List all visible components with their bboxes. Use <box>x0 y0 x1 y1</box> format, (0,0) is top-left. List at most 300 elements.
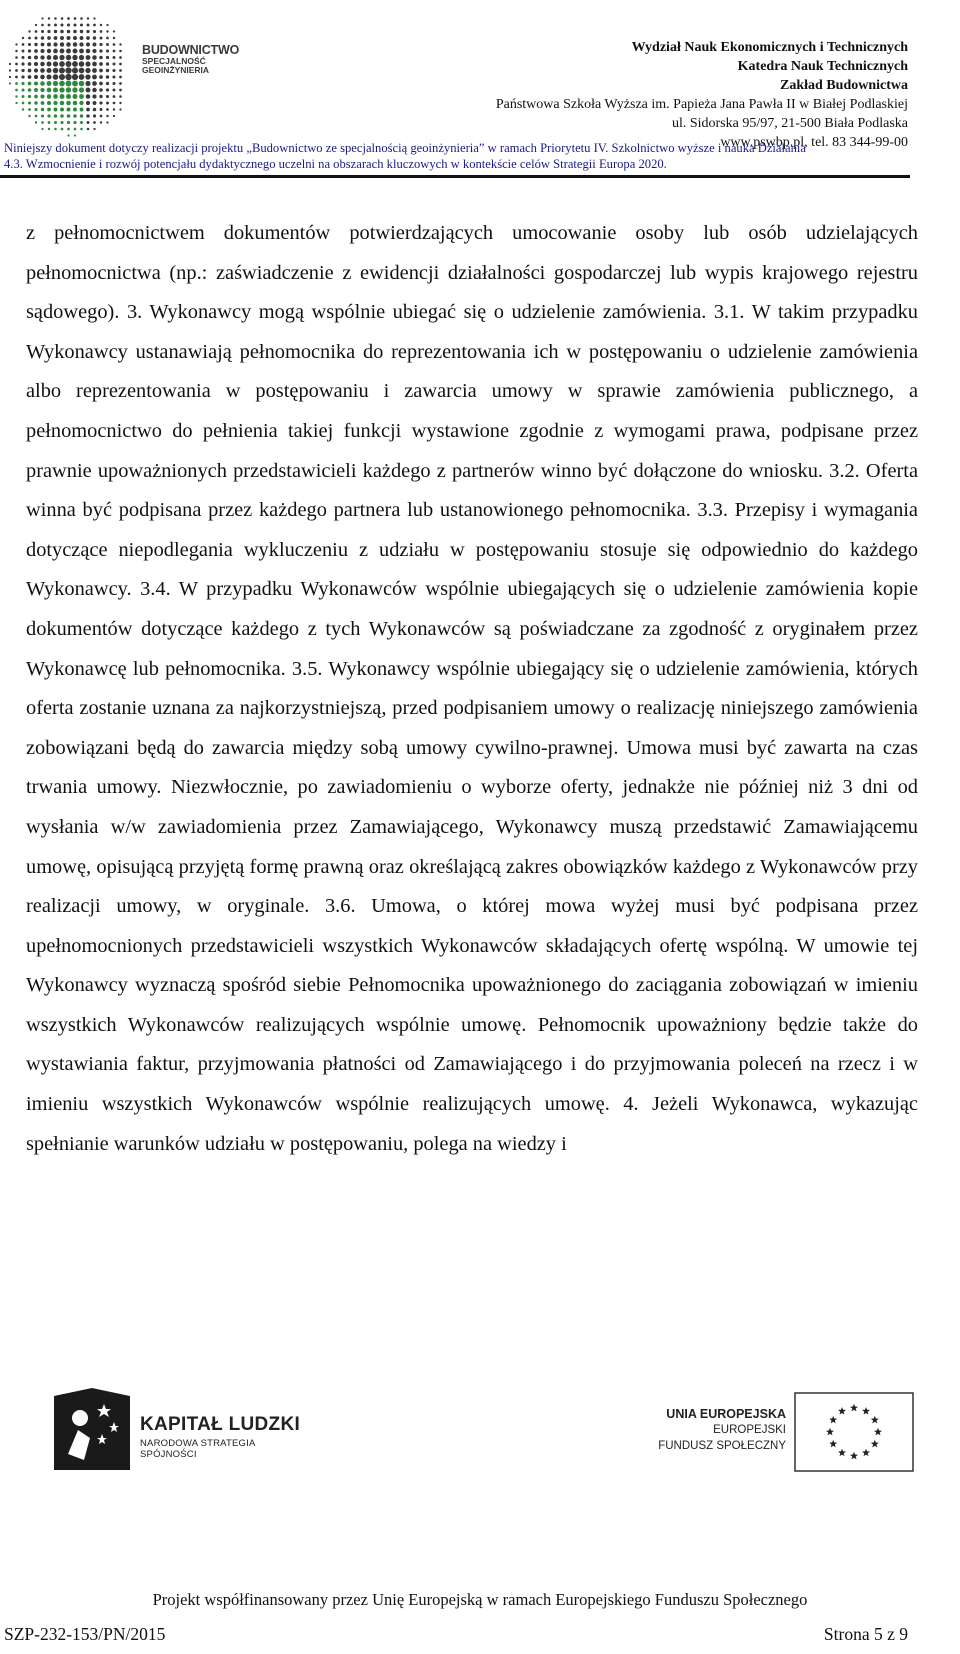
logo-dot <box>79 42 83 46</box>
logo-dot <box>106 69 109 72</box>
logo-dot <box>79 61 85 67</box>
logo-dot <box>60 36 64 40</box>
logo-dot <box>119 50 122 53</box>
logo-dot <box>41 108 44 111</box>
logo-dot <box>80 17 83 20</box>
logo-dot <box>35 30 38 33</box>
dotted-globe-icon <box>8 4 138 140</box>
logo-dot <box>22 50 25 53</box>
logo-dot <box>54 128 57 131</box>
body-paragraph: z pełnomocnictwem dokumentów potwierdzających umocowanie osoby lub osób udzielających pełnomocnictwa (np.: zaświadczenie z ewidencji działalności gospodarczej lub wypis krajowego rejestru sądowego). 3. Wykonawcy mogą wspólnie ubiegać się o udzielenie zamówienia. 3.1. W takim przypadku Wykonawcy ustanawiają pełnomocnika do reprezentowania ich w postępowaniu o udzielenie zamówienia albo reprezentowania w postępowaniu i zawarcia umowy w sprawie zamówienia publicznego, a pełnomocnictwo do pełnienia takiej funkcji wystawione zgodnie z wymogami prawa, podpisane przez prawnie upoważnionych przedstawicieli każdego z partnerów winno być dołączone do wniosku. 3.2. Oferta winna być podpisana przez każdego partnera lub ustanowionego pełnomocnika. 3.3. Przepisy i wymagania dotyczące niepodlegania wykluczeniu z udziału w postępowaniu stosuje się odpowiednio do każdego Wykonawcy. 3.4. W przypadku Wykonawców wspólnie ubiegających się o udzielenie zamówienia kopie dokumentów dotyczące każdego z tych Wykonawców są poświadczane za zgodność z oryginałem przez Wykonawcę lub pełnomocnika. 3.5. Wykonawcy wspólnie ubiegający się o udzielenie zamówienia, których oferta zostanie uznana za najkorzystniejszą, przed podpisaniem umowy o realizację niniejszego zamówienia zobowiązani będą do zawarcia między sobą umowy cywilno-prawnej. Umowa musi być zawarta na czas trwania umowy. Niezwłocznie, po zawiadomieniu o wyborze oferty, jednakże nie później niż 3 dni od wysłania w/w zawiadomienia przez Zamawiającego, Wykonawcy muszą przedstawić Zamawiającemu umowę, opisującą przyjętą formę prawną oraz określającą zakres obowiązków każdego z Wykonawców przy realizacji umowy, w oryginale. 3.6. Umowa, o której mowa wyżej musi być podpisana przez upełnomocnionych przedstawicieli wszystkich Wykonawców składających ofertę wspólną. W umowie tej Wykonawcy wyznaczą spośród siebie Pełnomocnika upoważnionego do zaciągania zobowiązań w imieniu wszystkich Wykonawców realizujących wspólnie umowę. Pełnomocnik upoważniony będzie także do wystawiania faktur, przyjmowania płatności od Zamawiającego i do przyjmowania poleceń na rzecz i w imieniu wszystkich Wykonawców wspólnie realizujących umowę. 4. Jeżeli Wykonawca, wykazując spełnianie warunków udziału w postępowaniu, polega na wiedzy i <box>26 222 918 1155</box>
logo-line-3: GEOINŻYNIERIA <box>142 65 210 76</box>
logo-dot <box>47 49 51 53</box>
logo-dot <box>92 75 97 80</box>
logo-dot <box>100 121 102 123</box>
logo-dot <box>99 49 102 52</box>
logo-dot <box>73 42 77 46</box>
logo-dot <box>35 24 37 26</box>
logo-dot <box>112 75 115 78</box>
logo-dot <box>66 94 71 99</box>
logo-dot <box>80 30 83 33</box>
logo-dot <box>34 75 38 79</box>
logo-dot <box>106 102 109 105</box>
logo-dot <box>22 43 25 46</box>
logo-dot <box>72 55 77 60</box>
logo-dot <box>119 56 122 59</box>
logo-dot <box>15 95 17 97</box>
logo-dot <box>47 55 52 60</box>
logo-dot <box>113 37 115 39</box>
logo-dot <box>67 134 69 136</box>
logo-dot <box>54 17 57 20</box>
logo-dot <box>79 87 84 92</box>
logo-dot <box>86 55 91 60</box>
logo-dot <box>46 74 51 79</box>
logo-dot <box>66 107 70 111</box>
logo-dot <box>54 36 58 40</box>
logo-dot <box>67 121 70 124</box>
logo-dot <box>59 74 65 80</box>
logo-dot <box>34 56 38 60</box>
logo-dot <box>72 74 78 80</box>
logo-dot <box>40 75 45 80</box>
logo-dot <box>60 42 64 46</box>
logo-dot <box>15 56 18 59</box>
logo-dot <box>66 101 71 106</box>
page-header <box>0 0 960 178</box>
page-number: Strona 5 z 9 <box>823 1624 908 1644</box>
logo-dot <box>80 23 83 26</box>
logo-dot <box>112 62 115 65</box>
logo-dot <box>73 36 77 40</box>
logo-dot <box>73 49 78 54</box>
logo-dot <box>106 37 109 40</box>
cofinancing-note: Projekt współfinansowany przez Unię Europejską w ramach Europejskiego Funduszu Społecznego <box>152 1590 808 1609</box>
logo-dot <box>106 30 108 32</box>
logo-dot <box>59 68 65 74</box>
logo-dot <box>67 30 71 34</box>
logo-dot <box>119 108 121 110</box>
logo-dot <box>92 81 97 86</box>
logo-dot <box>93 24 96 27</box>
logo-line-2: SPECJALNOŚĆ <box>142 56 206 67</box>
logo-dot <box>60 30 64 34</box>
logo-dot <box>113 115 115 117</box>
logo-dot <box>67 128 70 131</box>
institution-address <box>496 38 908 152</box>
logo-dot <box>54 121 57 124</box>
logo-dot <box>60 23 63 26</box>
logo-dot <box>9 82 11 84</box>
logo-dot <box>40 88 44 92</box>
logo-dot <box>67 23 70 26</box>
eu-flag-icon <box>794 1392 914 1472</box>
logo-dot <box>54 114 57 117</box>
logo-dot <box>100 115 103 118</box>
logo-dot <box>21 69 24 72</box>
logo-dot <box>54 30 57 33</box>
logo-dot <box>22 102 25 105</box>
logo-dot <box>21 75 24 78</box>
logo-dot <box>106 95 109 98</box>
logo-dot <box>59 87 64 92</box>
logo-dot <box>34 43 37 46</box>
logo-dot <box>100 24 102 26</box>
logo-dot <box>100 108 103 111</box>
logo-dot <box>41 36 44 39</box>
logo-dot <box>79 81 85 87</box>
logo-dot <box>41 101 45 105</box>
logo-dot <box>85 68 90 73</box>
logo-dot <box>28 95 31 98</box>
logo-dot <box>66 36 70 40</box>
logo-dot <box>53 42 57 46</box>
logo-dot <box>34 108 37 111</box>
logo-dot <box>86 94 91 99</box>
logo-dot <box>113 56 116 59</box>
logo-dot <box>99 75 103 79</box>
logo-dot <box>34 101 37 104</box>
logo-dot <box>53 81 58 86</box>
logo-dot <box>15 43 17 45</box>
logo-dot <box>79 94 84 99</box>
logo-dot <box>99 101 102 104</box>
logo-line-1: BUDOWNICTWO <box>142 43 240 57</box>
logo-dot <box>21 56 24 59</box>
logo-dot <box>86 36 90 40</box>
project-note-line-2: 4.3. Wzmocnienie i rozwój potencjału dydaktycznego uczelni na obszarach kluczowych w kontekście celów Strategii Europa 2020. <box>4 157 667 171</box>
logo-dot <box>99 43 102 46</box>
logo-dot <box>61 128 64 131</box>
logo-dot <box>113 89 116 92</box>
logo-dot <box>34 88 38 92</box>
logo-dot <box>41 30 44 33</box>
logo-dot <box>48 24 51 27</box>
logo-dot <box>93 114 96 117</box>
logo-dot <box>53 87 58 92</box>
logo-dot <box>34 81 38 85</box>
logo-dot <box>15 102 17 104</box>
logo-dot <box>9 76 11 78</box>
logo-dot <box>73 30 77 34</box>
logo-dot <box>106 88 109 91</box>
logo-dot <box>41 128 43 130</box>
logo-dot <box>48 121 51 124</box>
institution-line: Wydział Nauk Ekonomicznych i Technicznych <box>631 40 908 55</box>
logo-dot <box>28 37 31 40</box>
logo-dot <box>99 88 103 92</box>
logo-dot <box>87 17 89 19</box>
logo-dot <box>99 56 103 60</box>
eu-logo <box>640 1392 920 1472</box>
logo-dot <box>106 75 109 78</box>
logo-dot <box>60 114 64 118</box>
logo-dot <box>93 43 97 47</box>
logo-dot <box>34 95 38 99</box>
document-body <box>26 214 918 1164</box>
logo-dot <box>60 49 65 54</box>
logo-dot <box>21 62 24 65</box>
logo-dot <box>60 107 64 111</box>
logo-dot <box>66 42 71 47</box>
logo-dot <box>93 36 97 40</box>
logo-dot <box>66 49 71 54</box>
logo-dot <box>112 82 115 85</box>
logo-dot <box>86 101 90 105</box>
logo-dot <box>47 114 50 117</box>
logo-dot <box>113 108 115 110</box>
logo-dot <box>46 68 51 73</box>
logo-dot <box>86 30 89 33</box>
logo-dot <box>28 43 31 46</box>
logo-dot <box>119 89 122 92</box>
logo-dot <box>65 67 71 73</box>
institution-line: Katedra Nauk Technicznych <box>737 59 908 74</box>
logo-dot <box>67 17 70 20</box>
logo-dot <box>86 88 91 93</box>
logo-dot <box>41 17 43 19</box>
logo-dot <box>59 81 65 87</box>
logo-dot <box>40 94 44 98</box>
logo-dot <box>119 82 122 85</box>
logo-dot <box>41 121 44 124</box>
logo-dot <box>40 55 44 59</box>
logo-dot <box>73 101 78 106</box>
eu-text <box>658 1406 786 1454</box>
logo-dot <box>22 37 24 39</box>
logo-dot <box>9 63 11 65</box>
logo-dot <box>40 81 45 86</box>
logo-dot <box>93 128 95 130</box>
logo-dot <box>28 75 32 79</box>
logo-dot <box>100 37 103 40</box>
logo-dot <box>106 56 109 59</box>
logo-dot <box>93 121 96 124</box>
logo-dot <box>119 95 122 98</box>
logo-dot <box>93 30 96 33</box>
logo-text <box>142 44 239 75</box>
logo-dot <box>15 63 18 66</box>
logo-dot <box>61 17 64 20</box>
logo-dot <box>47 108 51 112</box>
logo-dot <box>106 108 109 111</box>
logo-dot <box>15 69 18 72</box>
logo-dot <box>80 114 84 118</box>
logo-dot <box>66 55 71 60</box>
logo-dot <box>113 95 116 98</box>
logo-dot <box>66 87 71 92</box>
logo-dot <box>80 108 84 112</box>
kapital-ludzki-title: KAPITAŁ LUDZKI <box>140 1414 301 1435</box>
logo-dot <box>79 49 84 54</box>
logo-dot <box>28 88 32 92</box>
logo-dot <box>73 114 77 118</box>
logo-dot <box>54 24 57 27</box>
logo-dot <box>119 43 121 45</box>
logo-dot <box>87 128 90 131</box>
kapital-ludzki-text <box>140 1414 304 1460</box>
logo-dot <box>47 62 52 67</box>
logo-dot <box>47 88 52 93</box>
logo-dot <box>47 94 51 98</box>
logo-dot <box>106 24 108 26</box>
logo-dot <box>60 121 63 124</box>
logo-dot <box>113 30 115 32</box>
logo-dot <box>99 69 103 73</box>
logo-dot <box>72 87 77 92</box>
logo-dot <box>22 95 25 98</box>
logo-dot <box>48 17 50 19</box>
logo-dot <box>79 68 85 74</box>
logo-dot <box>106 82 109 85</box>
logo-dot <box>28 49 31 52</box>
logo-dot <box>99 82 103 86</box>
logo-dot <box>53 94 58 99</box>
logo-dot <box>106 115 108 117</box>
logo-dot <box>21 88 24 91</box>
logo-dot <box>41 43 45 47</box>
logo-dot <box>66 61 72 67</box>
logo-dot <box>87 24 90 27</box>
logo-dot <box>100 30 103 33</box>
logo-dot <box>28 30 30 32</box>
logo-dot <box>119 69 122 72</box>
logo-dot <box>73 121 76 124</box>
logo-dot <box>74 128 77 131</box>
logo-dot <box>15 76 18 79</box>
logo-dot <box>85 74 90 79</box>
logo-dot <box>53 49 58 54</box>
logo-dot <box>53 74 59 80</box>
logo-dot <box>106 121 108 123</box>
logo-dot <box>28 115 30 117</box>
logo-dot <box>74 17 77 20</box>
logo-dot <box>106 43 109 46</box>
logo-dot <box>72 67 78 73</box>
logo-dot <box>73 23 76 26</box>
eu-line-2: EUROPEJSKI <box>713 1424 786 1436</box>
logo-dot <box>92 88 97 93</box>
logo-dot <box>92 62 97 67</box>
logo-dot <box>40 62 45 67</box>
logo-dot <box>28 101 31 104</box>
logo-dot <box>87 121 90 124</box>
logo-dot <box>28 82 32 86</box>
logo-dot <box>59 55 64 60</box>
logo-dot <box>113 50 116 53</box>
project-note <box>4 140 944 172</box>
logo-dot <box>85 81 90 86</box>
logo-dot <box>40 49 44 53</box>
logo-dot <box>79 74 85 80</box>
logo-dot <box>59 61 65 67</box>
logo-dot <box>34 62 38 66</box>
logo-dot <box>112 69 115 72</box>
logo-dot <box>119 63 122 66</box>
logo-dot <box>93 101 97 105</box>
logo-dot <box>66 81 72 87</box>
logo-dot <box>85 61 90 66</box>
logo-dot <box>92 55 97 60</box>
institution-line: Państwowa Szkoła Wyższa im. Papieża Jana Pawła II w Białej Podlaskiej <box>495 97 908 112</box>
logo-dot <box>47 81 52 86</box>
logo-dot <box>99 62 103 66</box>
logo-dot <box>86 114 89 117</box>
logo-dot <box>35 115 38 118</box>
header-divider <box>0 175 910 178</box>
logo-dot <box>73 107 77 111</box>
logo-dot <box>92 68 97 73</box>
logo-dot <box>15 82 18 85</box>
logo-dot <box>99 95 102 98</box>
eu-line-1: UNIA EUROPEJSKA <box>666 1407 786 1421</box>
logo-dot <box>53 68 59 74</box>
logo-dot <box>72 81 78 87</box>
logo-dot <box>60 94 65 99</box>
logo-dot <box>22 108 24 110</box>
logo-dot <box>93 108 97 112</box>
logo-dot <box>86 49 91 54</box>
logo-dot <box>34 49 38 53</box>
eu-line-3: FUNDUSZ SPOŁECZNY <box>658 1440 786 1452</box>
logo-dot <box>48 128 50 130</box>
logo-dot <box>79 55 84 60</box>
logo-dot <box>74 134 76 136</box>
institution-line: www.pswbp.pl, tel. 83 344-99-00 <box>720 135 908 150</box>
logo-dot <box>15 50 17 52</box>
logo-dot <box>72 61 78 67</box>
logo-dot <box>106 49 109 52</box>
logo-dot <box>92 94 96 98</box>
logo-dot <box>53 101 57 105</box>
logo-dot <box>9 69 11 71</box>
logo-dot <box>47 30 50 33</box>
logo-dot <box>65 74 71 80</box>
logo-dot <box>80 36 84 40</box>
logo-dot <box>28 108 31 111</box>
logo-dot <box>106 62 109 65</box>
institution-line: Zakład Budownictwa <box>780 78 908 93</box>
logo-dot <box>40 68 45 73</box>
logo-dot <box>28 56 32 60</box>
logo-dot <box>15 89 18 92</box>
logo-dot <box>47 101 51 105</box>
logo-dot <box>79 101 83 105</box>
kapital-ludzki-logo <box>44 1384 304 1472</box>
logo-dot <box>41 24 44 27</box>
logo-dot <box>86 42 90 46</box>
logo-dot <box>41 114 44 117</box>
logo-dot <box>34 36 37 39</box>
project-note-line-1: Niniejszy dokument dotyczy realizacji projektu „Budownictwo ze specjalnością geoinżynieria” w ramach Priorytetu IV. Szkolnictwo wyższe i nauka Działania <box>4 141 806 155</box>
logo-dot <box>53 55 58 60</box>
kapital-ludzki-emblem-icon <box>44 1384 134 1472</box>
logo-dot <box>60 101 64 105</box>
logo-dot <box>119 102 121 104</box>
logo-dot <box>113 102 116 105</box>
logo-dot <box>54 108 58 112</box>
budownictwo-logo <box>8 4 240 140</box>
logo-dot <box>119 76 122 79</box>
logo-dot <box>53 61 58 66</box>
logo-dot <box>67 114 71 118</box>
logo-dot <box>28 69 32 73</box>
logo-dot <box>80 128 83 131</box>
logo-dot <box>86 108 90 112</box>
logo-dot <box>28 62 32 66</box>
logo-dot <box>47 36 51 40</box>
logo-dot <box>113 43 116 46</box>
